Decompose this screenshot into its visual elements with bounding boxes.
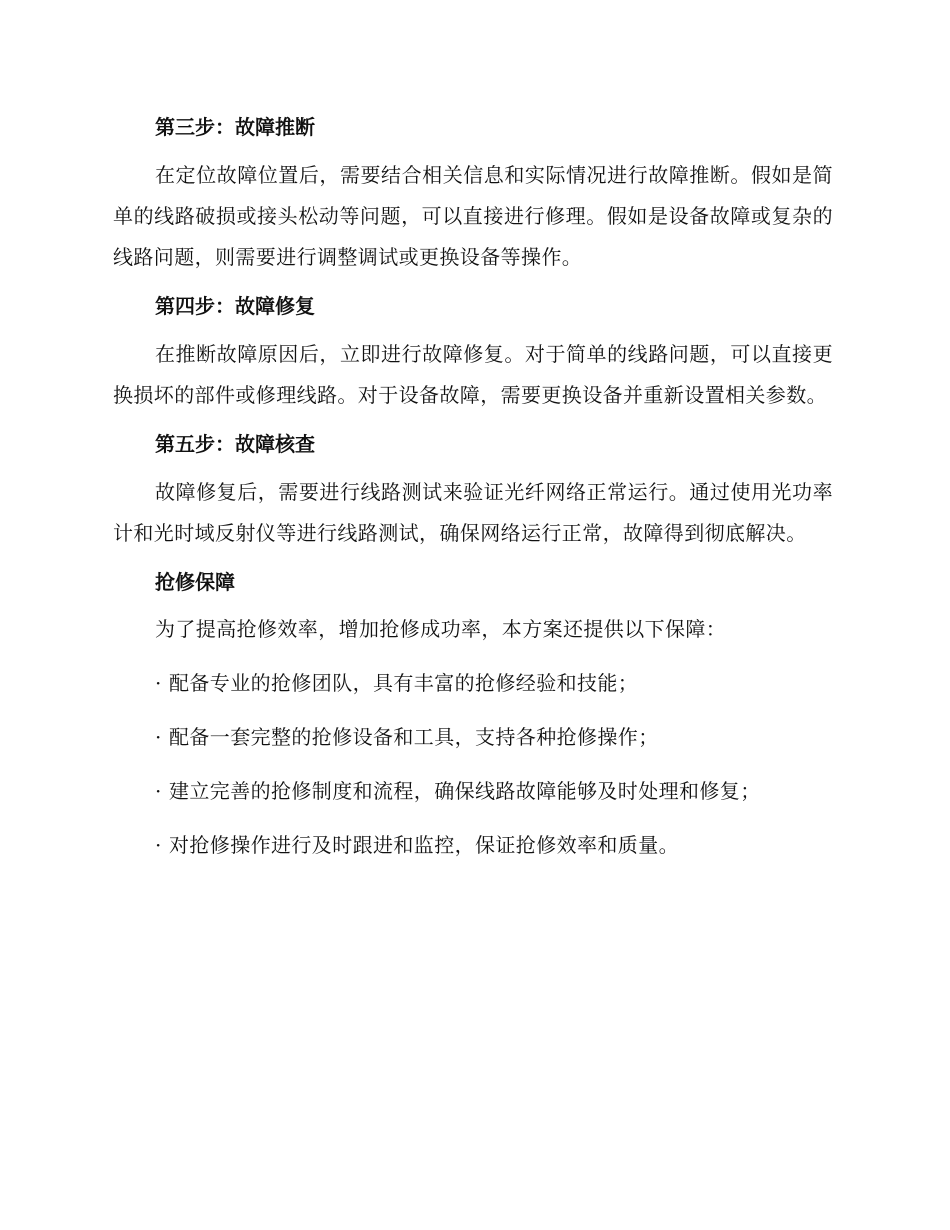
section-body-step4: 在推断故障原因后，立即进行故障修复。对于简单的线路问题，可以直接更换损坏的部件或修理线路。对于设备故障，需要更换设备并重新设置相关参数。 bbox=[113, 342, 833, 407]
guarantee-item-text: 配备专业的抢修团队，具有丰富的抢修经验和技能； bbox=[169, 671, 639, 695]
bullet-dot: · bbox=[155, 779, 162, 803]
bullet-dot: · bbox=[155, 671, 162, 695]
document-content bbox=[113, 108, 833, 880]
section-heading-step5: 第五步：故障核查 bbox=[155, 432, 315, 456]
section-heading-step3: 第三步：故障推断 bbox=[155, 115, 315, 139]
guarantee-item bbox=[113, 826, 833, 864]
section-body-step3: 在定位故障位置后，需要结合相关信息和实际情况进行故障推断。假如是简单的线路破损或接头松动等问题，可以直接进行修理。假如是设备故障或复杂的线路问题，则需要进行调整调试或更换设备等操作。 bbox=[113, 163, 833, 269]
guarantee-intro: 为了提高抢修效率，增加抢修成功率，本方案还提供以下保障： bbox=[155, 617, 727, 641]
guarantee-item-text: 配备一套完整的抢修设备和工具，支持各种抢修操作； bbox=[169, 725, 659, 749]
section-heading-step4: 第四步：故障修复 bbox=[155, 294, 315, 318]
guarantee-item bbox=[113, 772, 833, 810]
bullet-dot: · bbox=[155, 725, 162, 749]
guarantee-item-text: 建立完善的抢修制度和流程，确保线路故障能够及时处理和修复； bbox=[169, 779, 761, 803]
guarantee-item-text: 对抢修操作进行及时跟进和监控，保证抢修效率和质量。 bbox=[169, 833, 679, 857]
guarantee-item bbox=[113, 718, 833, 756]
guarantee-heading: 抢修保障 bbox=[155, 570, 235, 594]
bullet-dot: · bbox=[155, 833, 162, 857]
section-body-step5: 故障修复后，需要进行线路测试来验证光纤网络正常运行。通过使用光功率计和光时域反射仪等进行线路测试，确保网络运行正常，故障得到彻底解决。 bbox=[113, 480, 833, 545]
guarantee-item bbox=[113, 664, 833, 702]
